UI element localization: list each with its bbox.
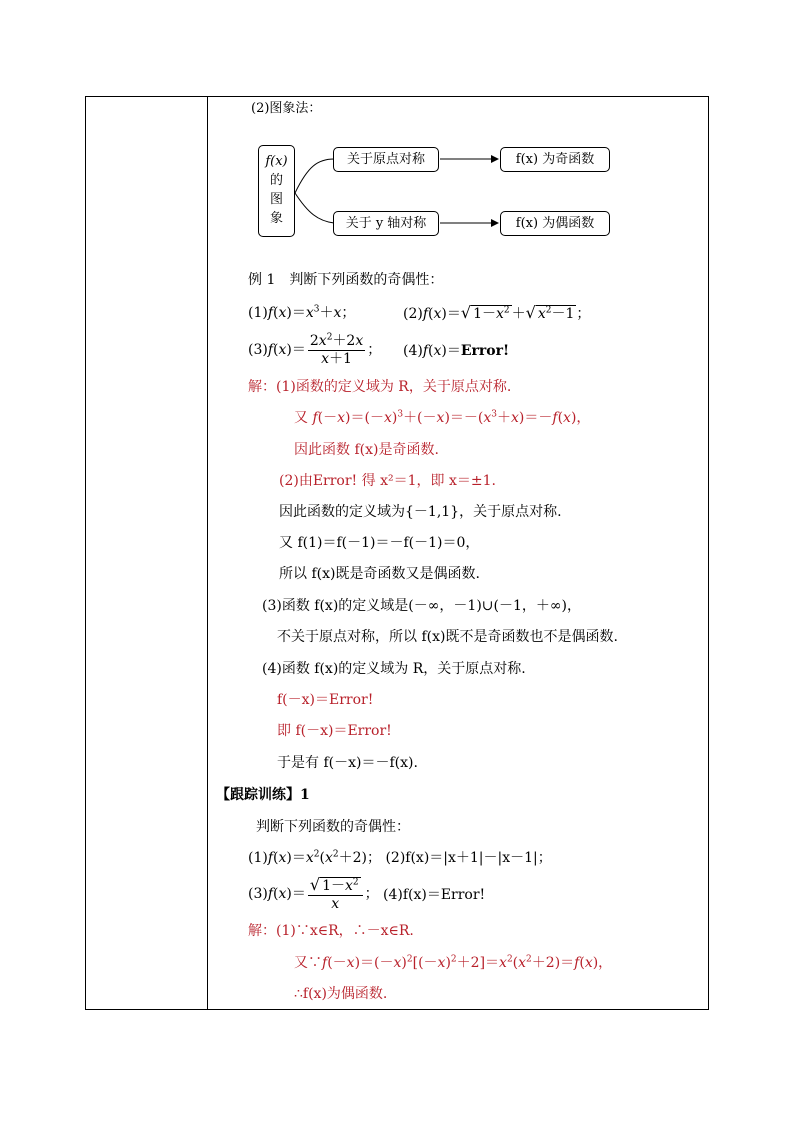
practice-problem-4: (4)f(x)＝Error! [383, 887, 486, 903]
solution-line-9: 不关于原点对称，所以 f(x)既不是奇函数也不是偶函数. [277, 629, 618, 645]
practice-solution-line-2: 又$\because f(-x)=(-x)^2[(-x)^2+2]=x^2(x^2+2)=f(x)$， [294, 954, 613, 971]
odd-function-box: f(x) 为奇函数 [500, 147, 610, 172]
example-problem-3: (3)f(x)＝ $\frac{2x^2+2x}{x+1}$ ； [248, 331, 382, 367]
graph-box-line-1: f(x) [265, 154, 288, 169]
yaxis-symmetry-box: 关于 y 轴对称 [333, 211, 439, 236]
graph-box-line-3: 图 [269, 192, 283, 207]
practice-solution-line-1: 解：(1)∵x∈R，∴－x∈R. [248, 923, 414, 939]
problem-1-label: (1) [248, 305, 268, 321]
solution-line-5: 因此函数的定义域为{－1,1}，关于原点对称. [279, 504, 562, 520]
practice-title: 【跟踪训练】1 [216, 787, 310, 803]
example-problem-4: (4)f(x)＝Error! [403, 343, 510, 359]
problem-2-label: (2) [403, 306, 423, 322]
solution-line-7: 所以 f(x)既是奇函数又是偶函数. [279, 566, 480, 582]
solution-line-8: (3)函数 f(x)的定义域是(－∞，－1)∪(－1，＋∞)， [262, 598, 581, 614]
method-heading: (2)图象法： [251, 101, 322, 116]
solution-lead: 解： [248, 379, 276, 395]
practice-solution-line-3: ∴f(x)为偶函数. [294, 986, 388, 1002]
solution-line-12: 即 f(－x)＝Error! [277, 723, 392, 739]
graph-box [258, 145, 295, 237]
solution-line-1 [248, 377, 511, 397]
solution-prefix-2: 又 [294, 410, 308, 426]
problem-3-fraction: $\frac{2x^2+2x}{x+1}$ [309, 331, 364, 367]
solution-line-4: (2)由Error! 得 x²＝1，即 x＝±1. [279, 473, 496, 489]
solution-line-10: (4)函数 f(x)的定义域为 R，关于原点对称. [262, 661, 526, 677]
solution-line-2: 又 $f(-x)=(-x)^3+(-x)=-(x^3+x)=-f(x)$， [294, 409, 591, 426]
problem-3-label: (3) [248, 342, 268, 358]
example-problem-2: (2)f(x)＝√ $1-x^2$ ＋√ $x^2-1$ ； [403, 303, 591, 322]
graph-box-line-2: 的 [269, 173, 283, 188]
table-column-divider [207, 97, 208, 1009]
example-title: 例 1 判断下列函数的奇偶性： [248, 272, 444, 288]
problem-4-error: Error! [460, 343, 510, 359]
content-table [85, 96, 709, 1010]
practice-prompt: 判断下列函数的奇偶性： [256, 819, 410, 835]
curve-to-origin-symmetry [295, 159, 334, 193]
practice-problem-1-and-2: $(1)f(x)=x^2(x^2+2)$； (2)f(x)＝|x＋1|－|x－1|； [248, 849, 552, 866]
example-problem-1: $(1)f(x)=x^3+x$； [248, 304, 356, 321]
origin-symmetry-box: 关于原点对称 [333, 147, 439, 172]
solution-line-6: 又 f(1)＝f(－1)＝－f(－1)＝0， [279, 535, 480, 551]
problem-4-label: (4) [403, 343, 423, 359]
solution-text-1: (1)函数的定义域为 R，关于原点对称. [276, 379, 512, 395]
graph-box-line-4: 象 [269, 211, 283, 226]
practice-problem-3-fraction: $\frac{√ 1-x^2}{x}$ [308, 876, 363, 913]
practice-problem-2: (2)f(x)＝|x＋1|－|x－1|； [385, 850, 552, 866]
practice-problem-3: (3)f(x)＝ $\frac{√ 1-x^2}{x}$ ； [248, 874, 379, 912]
solution-line-3: 因此函数 f(x)是奇函数. [294, 442, 439, 458]
solution-line-11: f(－x)＝Error! [277, 692, 374, 708]
solution-line-13: 于是有 f(－x)＝－f(x). [277, 755, 418, 771]
curve-to-yaxis-symmetry [295, 193, 334, 223]
even-function-box: f(x) 为偶函数 [500, 211, 610, 236]
